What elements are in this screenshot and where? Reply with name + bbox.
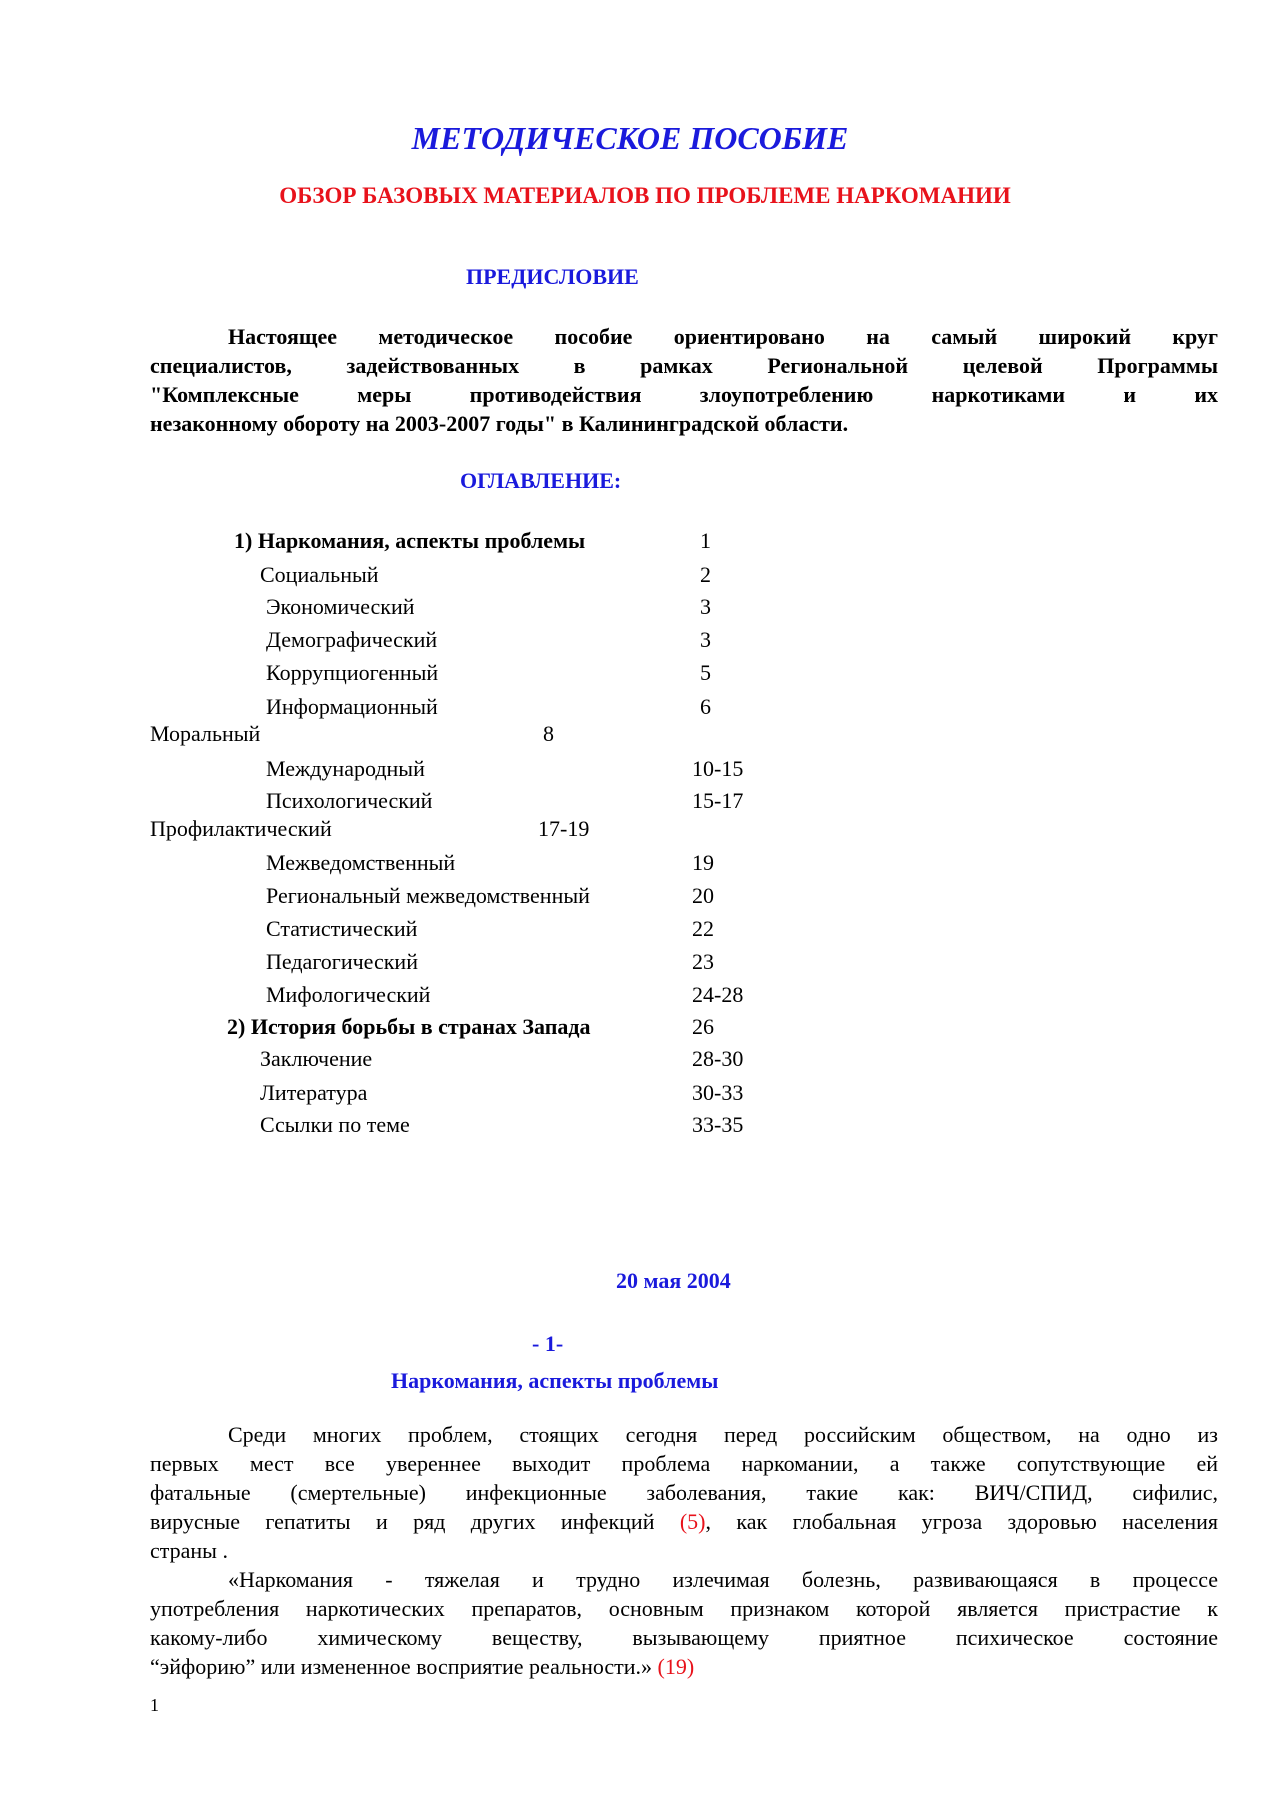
toc-item-page: 1 — [700, 528, 711, 553]
toc-item-page: 2 — [700, 562, 711, 587]
toc-item-label: Коррупциогенный — [266, 660, 439, 685]
preface-line: незаконному обороту на 2003-2007 годы" в Калининградской области. — [150, 411, 849, 436]
body-line: употребления наркотических препаратов, основным признаком которой является пристрастие к — [150, 1596, 1218, 1621]
citation-ref: (19) — [657, 1654, 695, 1679]
toc-item-page: 20 — [692, 883, 714, 908]
toc-item-page: 28-30 — [692, 1046, 744, 1071]
body-line — [150, 1652, 1218, 1681]
body-line: Среди многих проблем, стоящих сегодня перед российским обществом, на одно из — [228, 1422, 1218, 1447]
toc-item-page: 33-35 — [692, 1112, 744, 1137]
toc-item-label: Международный — [266, 756, 425, 781]
toc-item-label: Экономический — [266, 594, 415, 619]
toc-item-page: 6 — [700, 694, 711, 719]
toc-item-page: 22 — [692, 916, 714, 941]
page-number: 1 — [150, 1695, 159, 1715]
toc-heading: ОГЛАВЛЕНИЕ: — [460, 468, 622, 493]
preface-line: специалистов, задействованных в рамках Региональной целевой Программы — [150, 353, 1218, 378]
citation-ref: (5) — [679, 1509, 706, 1534]
toc-item-page: 3 — [700, 594, 711, 619]
toc-item-label: Региональный межведомственный — [266, 883, 590, 908]
preface-paragraph — [150, 322, 1218, 438]
toc-item-page: 15-17 — [692, 788, 744, 813]
toc-item-label: Социальный — [260, 562, 379, 587]
toc-item-page: 3 — [700, 627, 711, 652]
body-line: какому-либо химическому веществу, вызывающему приятное психическое состояние — [150, 1625, 1218, 1650]
toc-item-label: Демографический — [266, 627, 438, 652]
toc-item-label: 1) Наркомания, аспекты проблемы — [234, 528, 586, 553]
toc-item-label: 2) История борьбы в странах Запада — [227, 1014, 591, 1039]
toc-item-page: 17-19 — [538, 816, 590, 841]
toc-item-page: 26 — [692, 1014, 714, 1039]
body-paragraph-2 — [150, 1565, 1218, 1681]
toc-item-label: Межведомственный — [266, 850, 456, 875]
toc-item-label: Ссылки по теме — [260, 1112, 410, 1137]
section-number: - 1- — [532, 1331, 564, 1356]
toc-item-page: 24-28 — [692, 982, 744, 1007]
preface-line: "Комплексные меры противодействия злоупотреблению наркотиками и их — [150, 382, 1218, 407]
toc-item-label: Профилактический — [150, 816, 332, 841]
toc-item-label: Мифологический — [266, 982, 431, 1007]
toc-item-page: 19 — [692, 850, 714, 875]
toc-item-label: Моральный — [150, 721, 261, 746]
section-title: Наркомания, аспекты проблемы — [391, 1368, 719, 1393]
document-title: МЕТОДИЧЕСКОЕ ПОСОБИЕ — [411, 120, 849, 156]
toc-item-label: Литература — [260, 1080, 368, 1105]
toc-item-label: Статистический — [266, 916, 418, 941]
document-subtitle: ОБЗОР БАЗОВЫХ МАТЕРИАЛОВ ПО ПРОБЛЕМЕ НАРКОМАНИИ — [279, 183, 1011, 208]
body-line — [150, 1507, 1218, 1536]
preface-line: Настоящее методическое пособие ориентировано на самый широкий круг — [228, 324, 1218, 349]
toc-item-label: Информационный — [266, 694, 438, 719]
body-line: первых мест все увереннее выходит проблема наркомании, а также сопутствующие ей — [150, 1451, 1218, 1476]
toc-item-page: 23 — [692, 949, 714, 974]
toc-item-page: 5 — [700, 660, 711, 685]
body-text: вирусные гепатиты и ряд других инфекций — [150, 1509, 655, 1534]
body-line: страны . — [150, 1538, 228, 1563]
toc-item-label: Заключение — [260, 1046, 373, 1071]
toc-item-page: 30-33 — [692, 1080, 744, 1105]
toc-item-label: Психологический — [266, 788, 433, 813]
body-paragraph-1 — [150, 1420, 1218, 1565]
toc-item-page: 8 — [543, 721, 554, 746]
toc-item-label: Педагогический — [266, 949, 418, 974]
body-text: “эйфорию” или измененное восприятие реальности.» — [150, 1654, 653, 1679]
preface-heading: ПРЕДИСЛОВИЕ — [466, 264, 639, 289]
document-date: 20 мая 2004 — [616, 1268, 731, 1293]
body-line: «Наркомания - тяжелая и трудно излечимая болезнь, развивающаяся в процессе — [228, 1567, 1218, 1592]
body-line: фатальные (смертельные) инфекционные заболевания, такие как: ВИЧ/СПИД, сифилис, — [150, 1480, 1218, 1505]
body-text: , как глобальная угроза здоровью населения — [705, 1509, 1218, 1534]
toc-item-page: 10-15 — [692, 756, 744, 781]
